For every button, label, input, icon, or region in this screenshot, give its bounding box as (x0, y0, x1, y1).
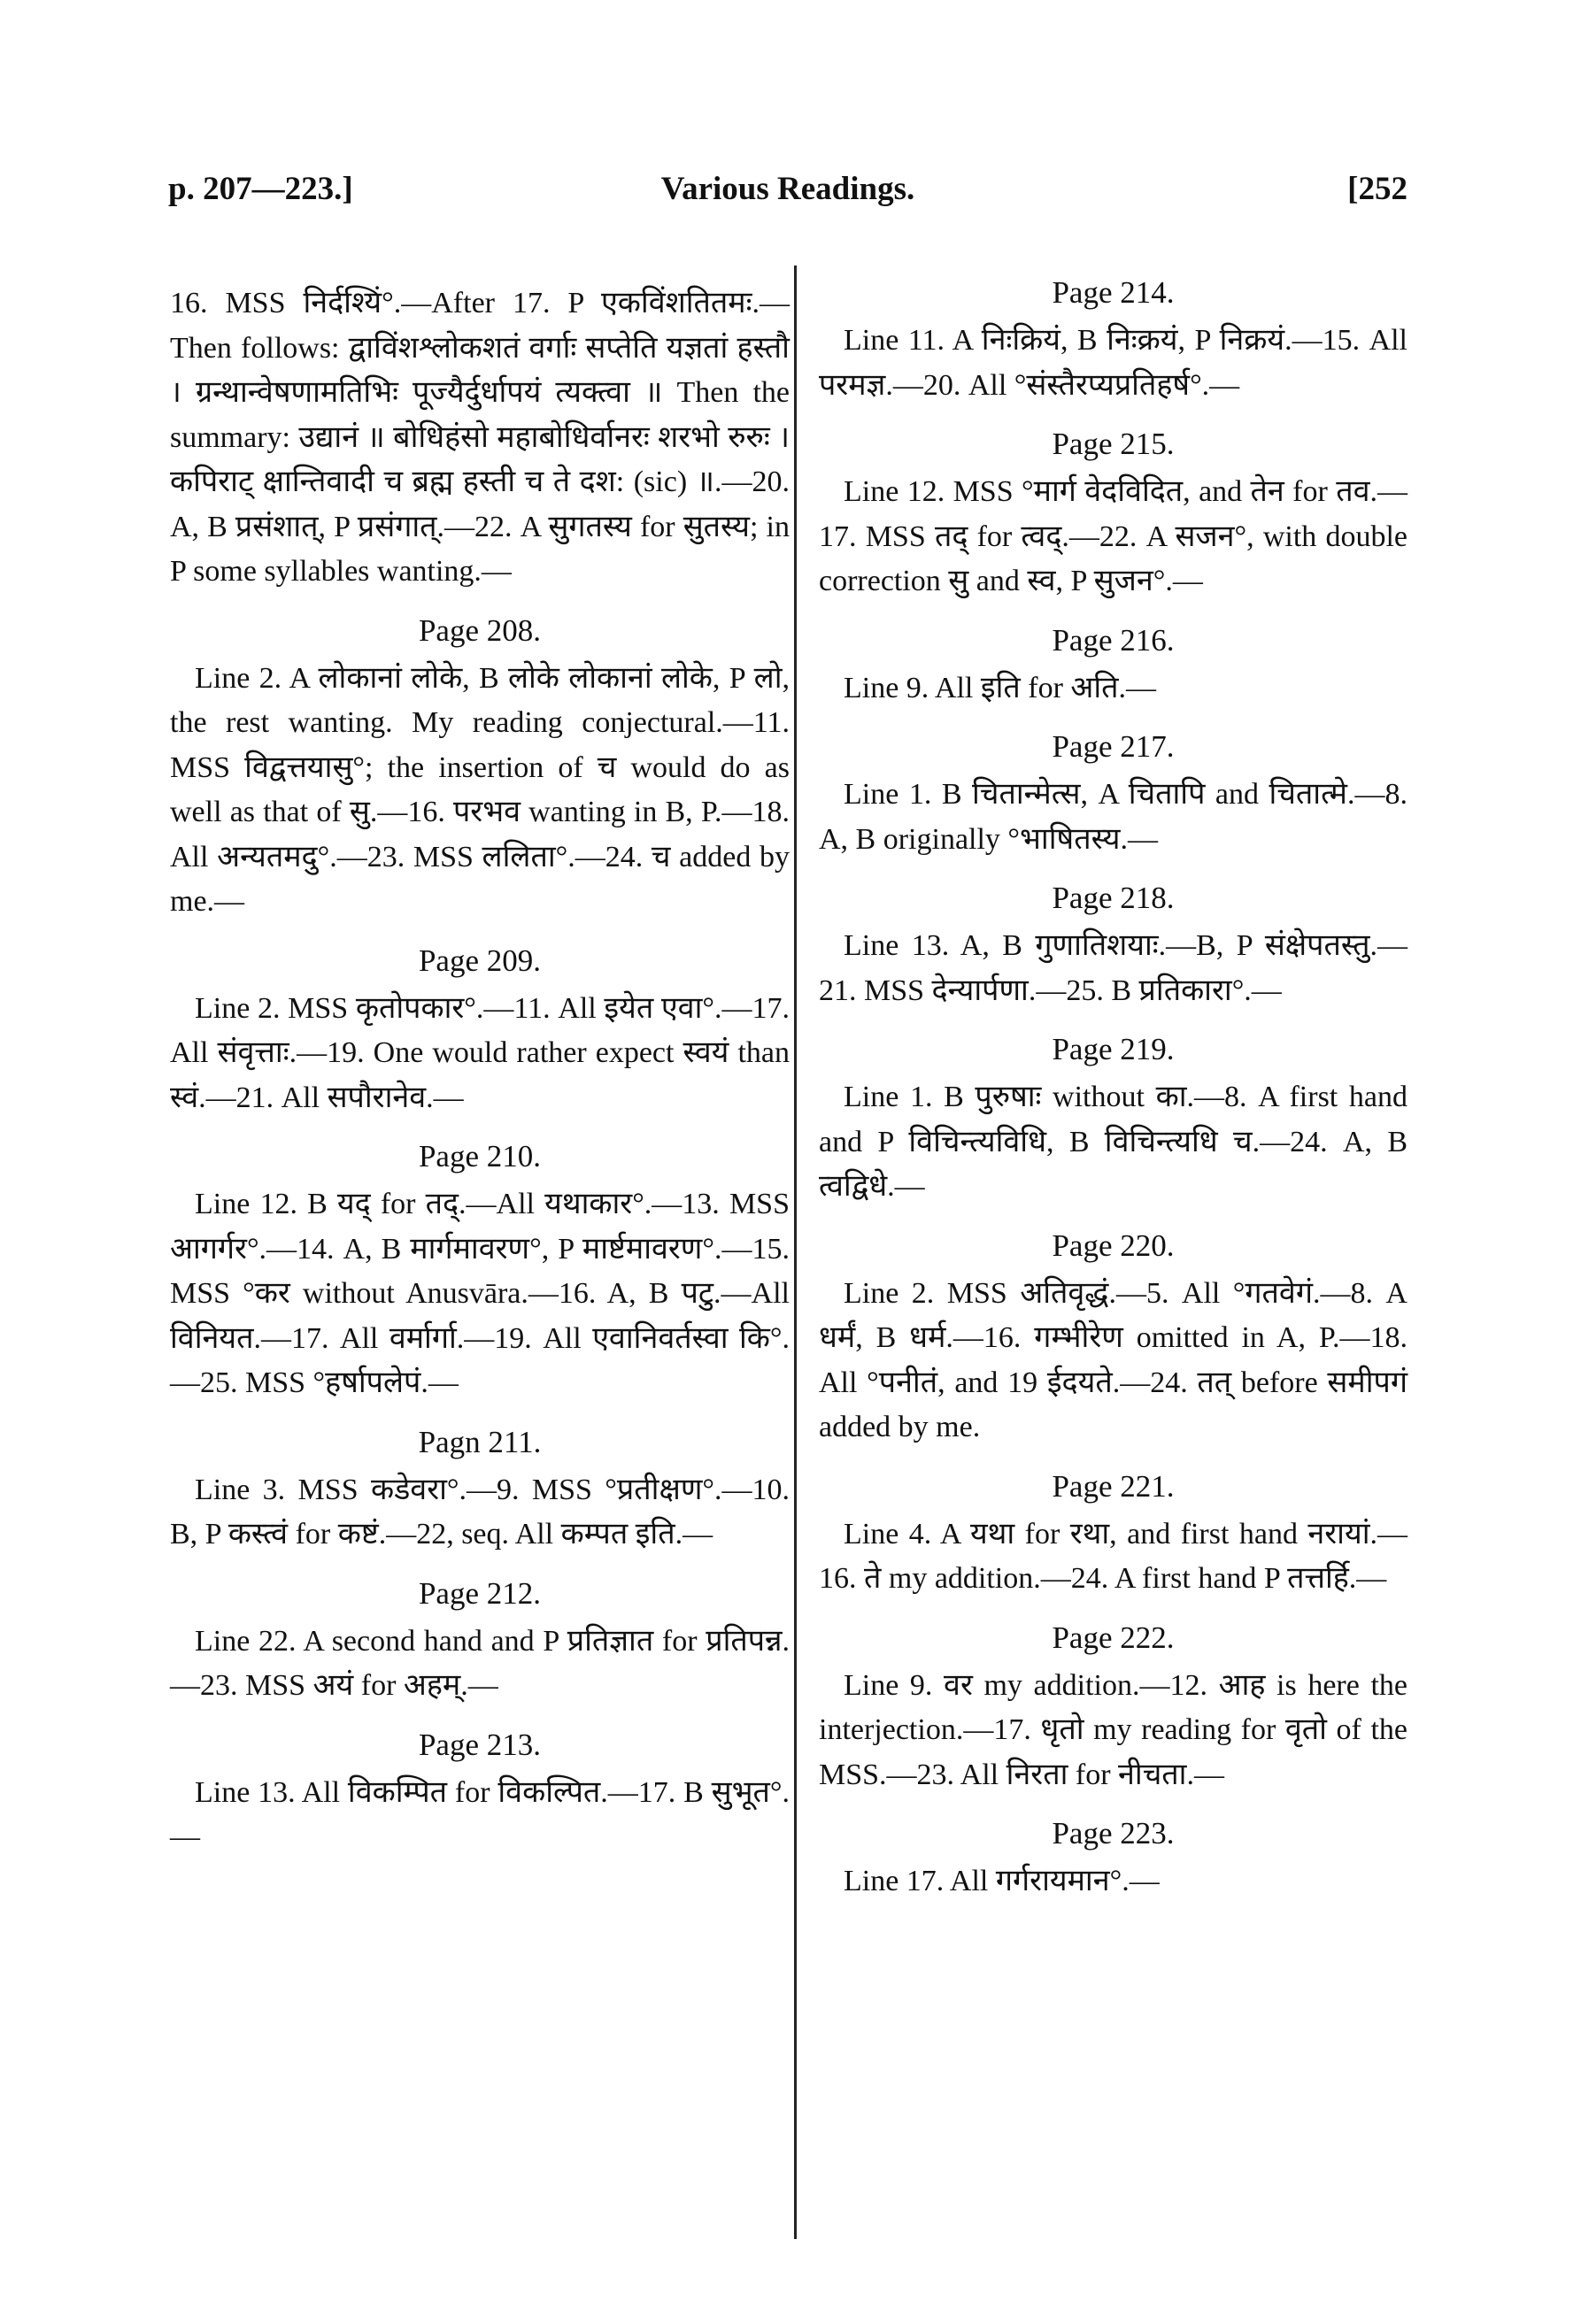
section-heading: Pagn 211. (418, 1424, 542, 1459)
section-text: Line 12. B यद् for तद्.—All यथाकार°.—13. MSS आगर्गर°.—14. A, B मार्गमावरण°, P मार्ष्टमावरण°.—15. MSS °कर without Anusvāra.—16. A, B पटु.—All विनियत.—17. All वर्मार्गा.—19. All एवानिवर्तस्वा कि°.—25. MSS °हर्षापलेपं.— (170, 1188, 790, 1399)
section-text: Line 9. All इति for अति.— (844, 671, 1157, 704)
section-heading: Page 217. (1052, 729, 1175, 764)
section-text: Line 17. All गर्गरायमान°.— (844, 1865, 1160, 1897)
section-text: Line 1. B पुरुषाः without का.—8. A first hand and P विचिन्त्यविधि, B विचिन्त्यधि च.—24. A, B त्वद्विधे.— (819, 1081, 1407, 1203)
reading-section (170, 1572, 790, 1709)
section-heading: Page 218. (1052, 881, 1175, 915)
section-text: Line 1. B चितान्मेत्स, A चितापि and चितात्मे.—8. A, B originally °भाषितस्य.— (819, 778, 1407, 856)
reading-section (819, 1616, 1407, 1798)
reading-section (170, 1420, 790, 1558)
section-text: Line 2. A लोकानां लोके, B लोके लोकानां लोके, P लो, the rest wanting. My reading conjectural.—11. MSS विद्वत्तयासु°; the insertion of च would do as well as that of सु.—16. परभव wanting in B, P.—18. All अन्यतमदु°.—23. MSS ललिता°.—24. च added by me.— (170, 661, 790, 918)
right-column (819, 271, 1407, 1905)
section-heading: Page 220. (1052, 1227, 1175, 1263)
section-heading: Page 210. (418, 1139, 542, 1174)
section-text: Line 13. A, B गुणातिशयाः.—B, P संक्षेपतस्तु.—21. MSS देन्यार्पणा.—25. B प्रतिकारा°.— (819, 929, 1407, 1007)
reading-section (170, 1723, 790, 1860)
section-heading: Page 216. (1052, 622, 1175, 658)
reading-section (170, 939, 790, 1121)
running-header (168, 170, 1407, 214)
section-heading: Page 219. (1052, 1032, 1175, 1066)
section-text: Line 2. MSS अतिवृद्धं.—5. All °गतवेगं.—8. A धर्मं, B धर्म.—16. गम्भीरेण omitted in A, P.—18. All °पनीतं, and 19 ईदयते.—24. तत् before समीपगं added by me. (819, 1276, 1407, 1443)
section-heading: Page 213. (418, 1727, 542, 1762)
section-text: Line 11. A निःक्रियं, B निःक्रयं, P निक्रयं.—15. All परमज्ञ.—20. All °संस्तैरप्यप्रतिहर्ष°.— (819, 324, 1407, 402)
section-text: Line 12. MSS °मार्ग वेदविदित, and तेन for तव.—17. MSS तद् for त्वद्.—22. A सजन°, with double correction सु and स्व, P सुजन°.— (819, 475, 1407, 597)
section-heading: Page 208. (418, 612, 542, 648)
page-number: [252 (1347, 171, 1407, 207)
section-text: Line 9. वर my addition.—12. आह is here the interjection.—17. धृतो my reading for वृतो of the MSS.—23. All निरता for नीचता.— (819, 1668, 1407, 1791)
reading-section (170, 1135, 790, 1406)
reading-section (819, 1224, 1407, 1451)
section-text: Line 13. All विकम्पित for विकल्पित.—17. B सुभूत°.— (170, 1775, 790, 1853)
section-heading: Page 209. (418, 943, 542, 978)
section-text: Line 4. A यथा for रथा, and first hand नरायां.—16. ते my addition.—24. A first hand P तत्तर्हि.— (819, 1517, 1407, 1595)
reading-section (819, 1465, 1407, 1602)
reading-section (819, 619, 1407, 712)
section-heading: Page 214. (1052, 275, 1175, 310)
section-text: Line 3. MSS कडेवरा°.—9. MSS °प्रतीक्षण°.—10. B, P कस्त्वं for कष्टं.—22, seq. All कम्पत इति.— (170, 1473, 790, 1551)
section-heading: Page 223. (1052, 1816, 1175, 1851)
running-title: Various Readings. (660, 171, 915, 207)
page-range: p. 207—223.] (168, 171, 353, 207)
reading-section (170, 609, 790, 925)
column-divider (794, 265, 797, 2239)
section-heading: Page 212. (418, 1575, 542, 1611)
reading-section (819, 271, 1407, 408)
reading-section (170, 281, 790, 595)
section-heading: Page 221. (1052, 1468, 1175, 1504)
section-text: 16. MSS निर्दश्यिं°.—After 17. P एकविंशतितमः.—Then follows: द्वाविंशश्लोकशतं वर्गाः सप्तेति यज्ञतां हस्तौ । ग्रन्थान्वेषणामतिभिः पूज्यैर्दुर्धापयं त्यक्त्वा ॥ Then the summary: उद्यानं ॥ बोधिहंसो महाबोधिर्वानरः शरभो रुरुः । कपिराट् क्षान्तिवादी च ब्रह्म हस्ती च ते दश: (sic) ॥.—20. A, B प्रसंशात्, P प्रसंगात्.—22. A सुगतस्य for सुतस्य; in P some syllables wanting.— (170, 287, 790, 588)
reading-section (819, 876, 1407, 1013)
section-text: Line 2. MSS कृतोपकार°.—11. All इयेत एवा°.—17. All संवृत्ताः.—19. One would rather expect स्वयं than स्वं.—21. All सपौरानेव.— (170, 991, 790, 1114)
section-heading: Page 222. (1052, 1620, 1175, 1655)
section-heading: Page 215. (1052, 427, 1175, 461)
reading-section (819, 1812, 1407, 1905)
reading-section (819, 1027, 1407, 1210)
reading-section (819, 725, 1407, 862)
left-column (170, 281, 790, 1860)
section-text: Line 22. A second hand and P प्रतिज्ञात for प्रतिपन्न.—23. MSS अयं for अहम्.— (170, 1624, 790, 1702)
reading-section (819, 422, 1407, 604)
